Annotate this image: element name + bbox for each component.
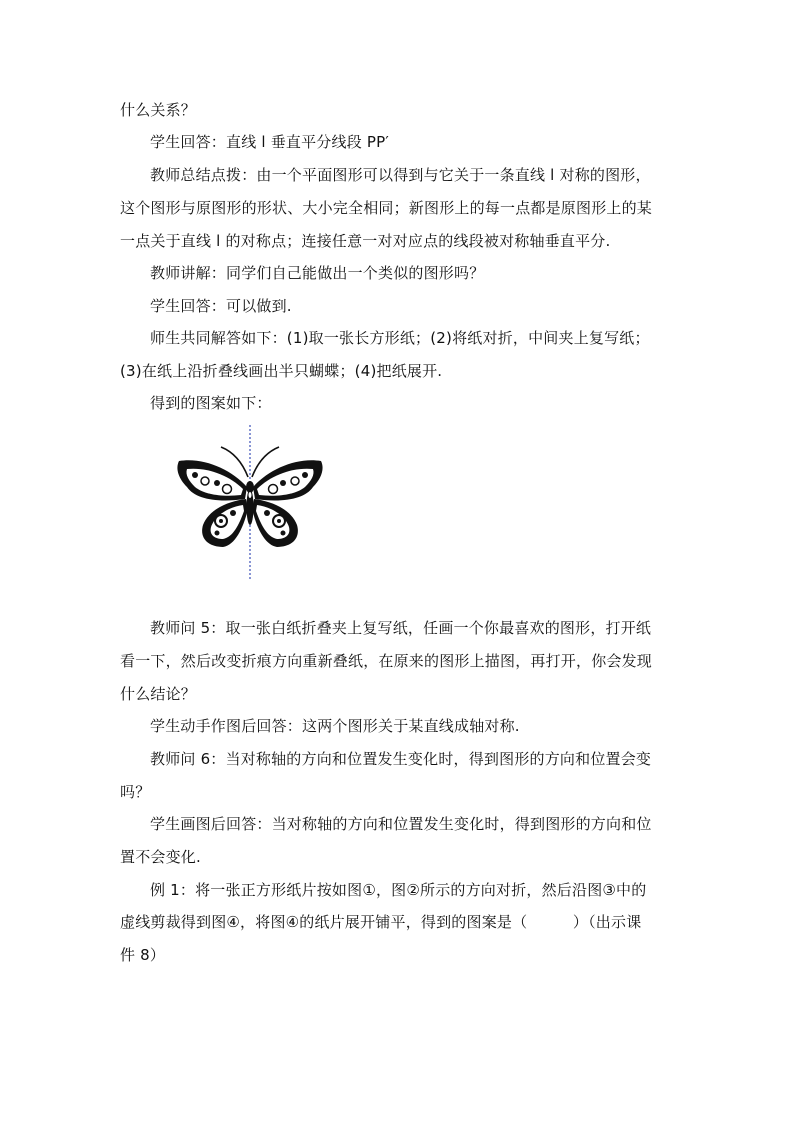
text-line: 学生动手作图后回答：这两个图形关于某直线成轴对称. — [150, 717, 520, 735]
text-line: 学生画图后回答：当对称轴的方向和位置发生变化时，得到图形的方向和位 — [150, 815, 652, 833]
text-line: 一点关于直线 l 的对称点；连接任意一对对应点的线段被对称轴垂直平分. — [120, 232, 611, 250]
text-line: 什么结论？ — [120, 685, 197, 703]
text-line: 教师问 5：取一张白纸折叠夹上复写纸，任画一个你最喜欢的图形，打开纸 — [150, 619, 652, 637]
text-line: 吗？ — [120, 783, 151, 801]
text-line: 件 8） — [120, 946, 166, 964]
text-line: 学生回答：可以做到. — [150, 297, 292, 315]
text-line: 置不会变化. — [120, 848, 201, 866]
text-line: 师生共同解答如下：(1)取一张长方形纸；(2)将纸对折，中间夹上复写纸； — [150, 329, 650, 347]
text-line: 得到的图案如下： — [150, 394, 272, 412]
text-line: 教师讲解：同学们自己能做出一个类似的图形吗？ — [150, 264, 485, 282]
text-line: 虚线剪裁得到图④，将图④的纸片展开铺平，得到的图案是（ ）（出示课 — [120, 913, 642, 931]
text-line: 这个图形与原图形的形状、大小完全相同；新图形上的每一点都是原图形上的某 — [120, 199, 653, 217]
text-line: 看一下，然后改变折痕方向重新叠纸，在原来的图形上描图，再打开，你会发现 — [120, 652, 653, 670]
text-line: 教师问 6：当对称轴的方向和位置发生变化时，得到图形的方向和位置会变 — [150, 750, 652, 768]
butterfly-figure — [165, 425, 345, 580]
text-line: 教师总结点拨：由一个平面图形可以得到与它关于一条直线 l 对称的图形， — [150, 166, 651, 184]
text-line: 什么关系？ — [120, 101, 197, 119]
text-line: (3)在纸上沿折叠线画出半只蝴蝶；(4)把纸展开. — [120, 362, 443, 380]
text-line: 例 1：将一张正方形纸片按如图①，图②所示的方向对折，然后沿图③中的 — [150, 881, 647, 899]
text-line: 学生回答：直线 l 垂直平分线段 PP′ — [150, 133, 389, 151]
butterfly-icon — [165, 425, 345, 580]
